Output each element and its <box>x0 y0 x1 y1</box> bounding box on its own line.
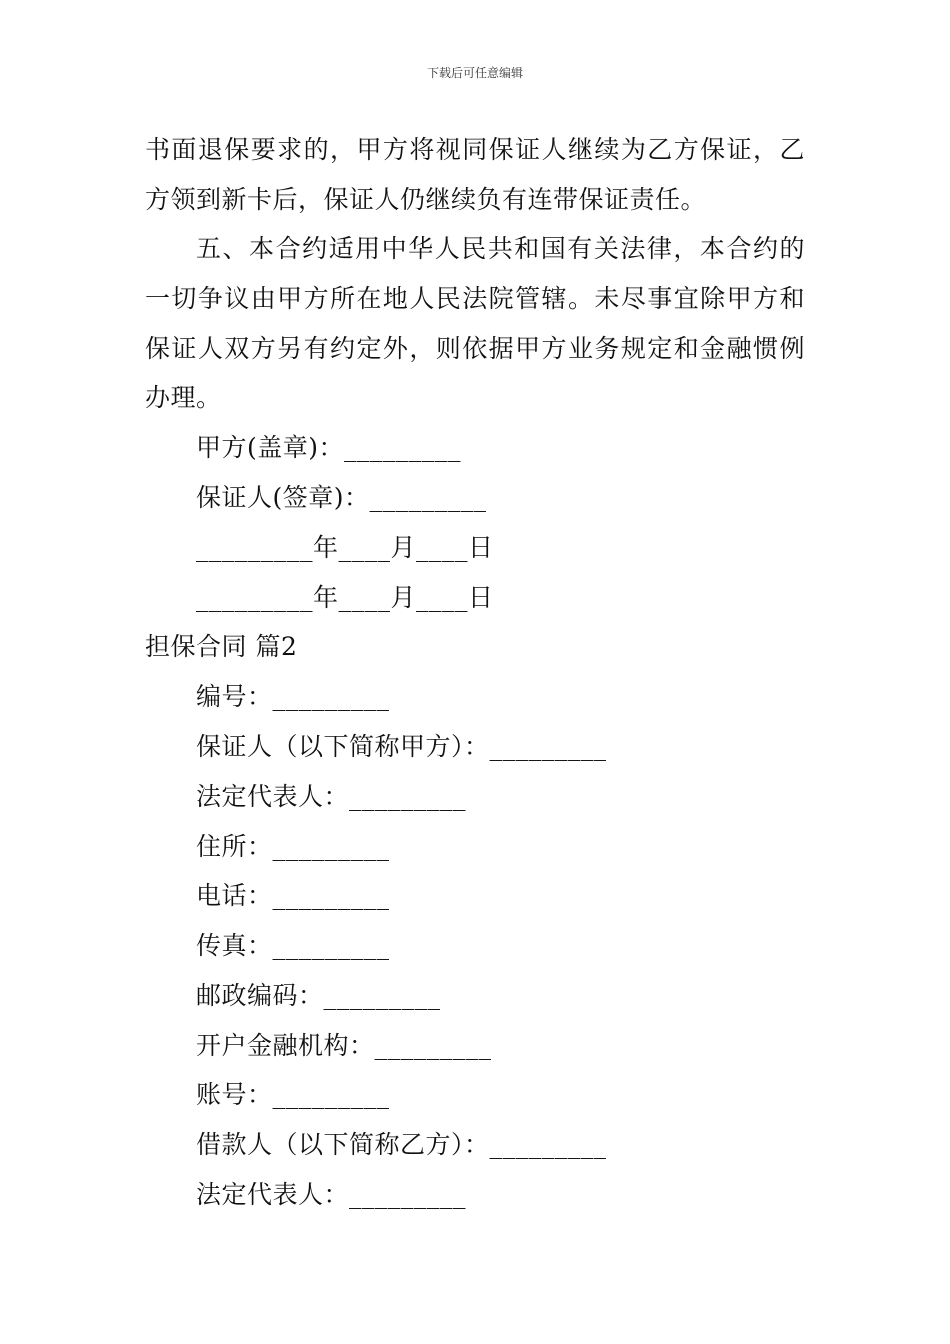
form-field-legal-rep: 法定代表人：_________ <box>196 782 467 811</box>
body-line: 书面退保要求的，甲方将视同保证人继续为乙方保证，乙 <box>145 135 805 164</box>
body-line: 五、本合约适用中华人民共和国有关法律，本合约的 <box>196 234 805 263</box>
body-line: 办理。 <box>145 383 222 412</box>
form-field-account: 账号：_________ <box>196 1080 390 1109</box>
form-field-phone: 电话：_________ <box>196 881 390 910</box>
signature-line-party-a: 甲方(盖章)：_________ <box>196 433 462 462</box>
form-field-postcode: 邮政编码：_________ <box>196 981 441 1010</box>
date-line: _________年____月____日 <box>196 533 494 562</box>
form-field-borrower: 借款人（以下简称乙方）：_________ <box>196 1130 607 1159</box>
body-line: 方领到新卡后，保证人仍继续负有连带保证责任。 <box>145 185 707 214</box>
signature-line-guarantor: 保证人(签章)：_________ <box>196 483 487 512</box>
date-line: _________年____月____日 <box>196 583 494 612</box>
section-title: 担保合同 篇2 <box>145 632 298 661</box>
form-field-guarantor: 保证人（以下简称甲方）：_________ <box>196 732 607 761</box>
form-field-bank: 开户金融机构：_________ <box>196 1031 492 1060</box>
form-field-fax: 传真：_________ <box>196 931 390 960</box>
form-field-address: 住所：_________ <box>196 832 390 861</box>
body-line: 保证人双方另有约定外，则依据甲方业务规定和金融惯例 <box>145 334 805 363</box>
form-field-number: 编号：_________ <box>196 682 390 711</box>
form-field-legal-rep-2: 法定代表人：_________ <box>196 1180 467 1209</box>
body-line: 一切争议由甲方所在地人民法院管辖。未尽事宜除甲方和 <box>145 284 805 313</box>
page-header: 下载后可任意编辑 <box>426 66 523 80</box>
